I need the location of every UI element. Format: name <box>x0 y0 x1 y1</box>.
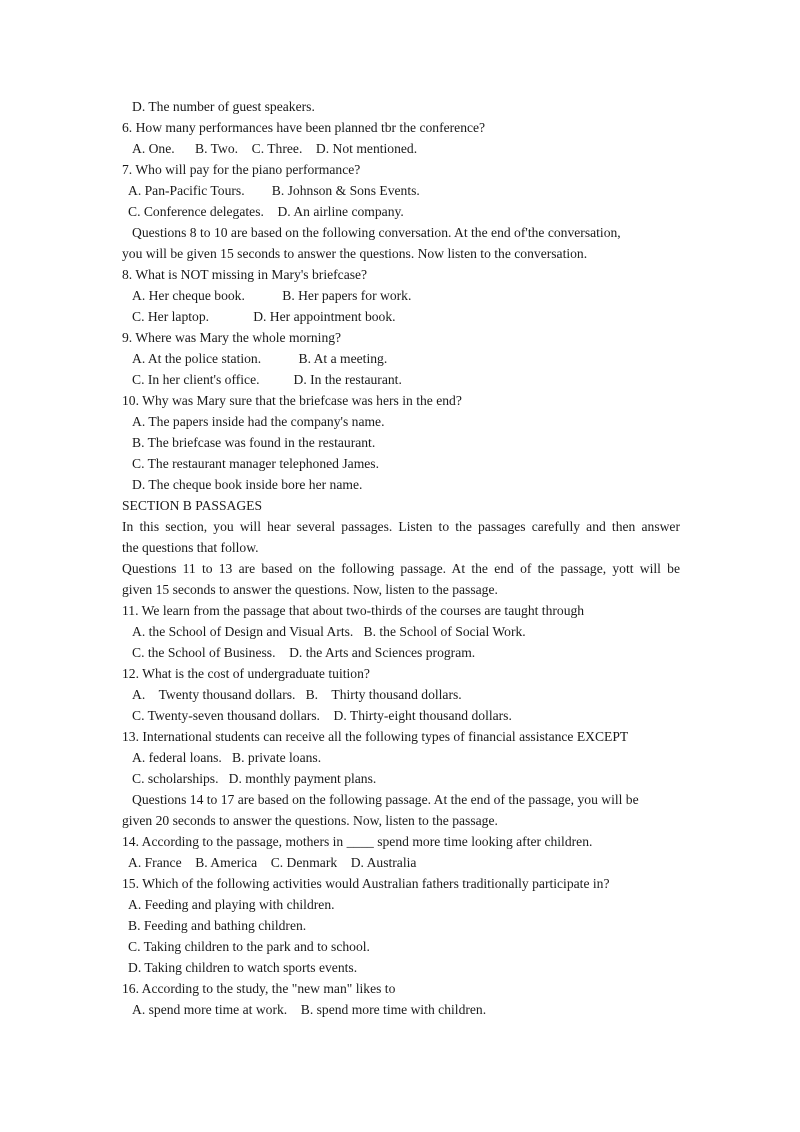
instruction-line: Questions 11 to 13 are based on the following passage. At the end of the passage, yott will be <box>122 561 680 576</box>
option-line: A. Her cheque book. B. Her papers for work. <box>132 288 412 303</box>
option-line: A. The papers inside had the company's name. <box>132 414 385 429</box>
option-line: A. Twenty thousand dollars. B. Thirty thousand dollars. <box>132 687 462 702</box>
question-line: 16. According to the study, the "new man" likes to <box>122 981 396 996</box>
option-line: B. Feeding and bathing children. <box>128 918 307 933</box>
question-line: 6. How many performances have been planned tbr the conference? <box>122 120 486 135</box>
question-line: 15. Which of the following activities would Australian fathers traditionally participate in? <box>122 876 610 891</box>
option-line: C. Conference delegates. D. An airline company. <box>128 204 404 219</box>
option-line: C. Taking children to the park and to school. <box>128 939 370 954</box>
option-line: B. The briefcase was found in the restaurant. <box>132 435 376 450</box>
option-line: D. The number of guest speakers. <box>132 99 315 114</box>
option-line: D. The cheque book inside bore her name. <box>132 477 363 492</box>
question-line: 9. Where was Mary the whole morning? <box>122 330 342 345</box>
option-line: C. the School of Business. D. the Arts and Sciences program. <box>132 645 476 660</box>
section-heading: SECTION B PASSAGES <box>122 498 263 513</box>
option-line: C. In her client's office. D. In the restaurant. <box>132 372 402 387</box>
question-line: 14. According to the passage, mothers in ____ spend more time looking after children. <box>122 834 593 849</box>
option-line: C. scholarships. D. monthly payment plans. <box>132 771 377 786</box>
option-line: A. At the police station. B. At a meeting. <box>132 351 388 366</box>
option-line: C. The restaurant manager telephoned James. <box>132 456 379 471</box>
option-line: A. spend more time at work. B. spend more time with children. <box>132 1002 487 1017</box>
option-line: C. Her laptop. D. Her appointment book. <box>132 309 396 324</box>
option-line: A. Feeding and playing with children. <box>128 897 335 912</box>
question-line: 13. International students can receive all the following types of financial assistance EXCEPT <box>122 729 629 744</box>
instruction-line: given 20 seconds to answer the questions. Now, listen to the passage. <box>122 813 498 828</box>
question-line: 11. We learn from the passage that about two-thirds of the courses are taught through <box>122 603 585 618</box>
option-line: A. One. B. Two. C. Three. D. Not mentioned. <box>132 141 418 156</box>
option-line: A. federal loans. B. private loans. <box>132 750 322 765</box>
question-line: 8. What is NOT missing in Mary's briefcase? <box>122 267 368 282</box>
instruction-line: the questions that follow. <box>122 540 259 555</box>
option-line: C. Twenty-seven thousand dollars. D. Thirty-eight thousand dollars. <box>132 708 512 723</box>
question-line: 12. What is the cost of undergraduate tuition? <box>122 666 370 681</box>
instruction-line: In this section, you will hear several passages. Listen to the passages carefully and then answer <box>122 519 680 534</box>
instruction-line: you will be given 15 seconds to answer the questions. Now listen to the conversation. <box>122 246 588 261</box>
instruction-line: Questions 14 to 17 are based on the following passage. At the end of the passage, you will be <box>132 792 639 807</box>
option-line: A. the School of Design and Visual Arts. B. the School of Social Work. <box>132 624 526 639</box>
option-line: A. France B. America C. Denmark D. Australia <box>128 855 417 870</box>
option-line: D. Taking children to watch sports events. <box>128 960 358 975</box>
instruction-line: Questions 8 to 10 are based on the following conversation. At the end of'the conversation, <box>132 225 621 240</box>
instruction-line: given 15 seconds to answer the questions. Now, listen to the passage. <box>122 582 498 597</box>
question-line: 10. Why was Mary sure that the briefcase was hers in the end? <box>122 393 462 408</box>
question-line: 7. Who will pay for the piano performance? <box>122 162 361 177</box>
option-line: A. Pan-Pacific Tours. B. Johnson & Sons Events. <box>128 183 420 198</box>
